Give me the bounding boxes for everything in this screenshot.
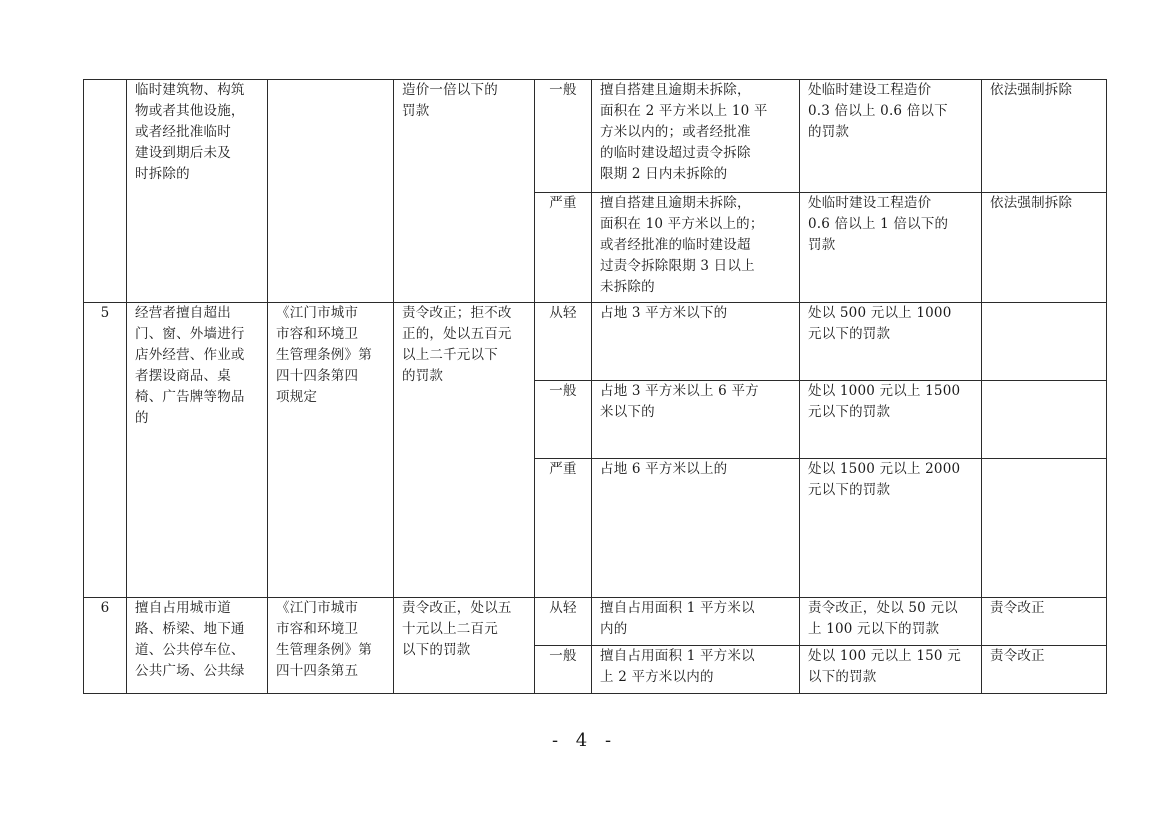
penalty-standard-cell: 责令改正，处以 50 元以 上 100 元以下的罚款 [800, 598, 982, 646]
item-number-cell: 5 [84, 303, 127, 598]
circumstance-cell: 占地 3 平方米以上 6 平方 米以下的 [592, 381, 800, 459]
statutory-penalty-cell: 责令改正，处以五 十元以上二百元 以下的罚款 [394, 598, 535, 694]
remark-cell: 责令改正 [982, 598, 1107, 646]
penalty-standard-cell: 处以 1500 元以上 2000 元以下的罚款 [800, 459, 982, 598]
legal-basis-cell: 《江门市城市 市容和环境卫 生管理条例》第 四十四条第五 [268, 598, 394, 694]
table-row [84, 303, 1107, 381]
severity-level-cell: 从轻 [535, 598, 592, 646]
remark-cell [982, 381, 1107, 459]
remark-cell: 依法强制拆除 [982, 193, 1107, 303]
severity-level-cell: 一般 [535, 646, 592, 694]
page-number: - 4 - [551, 730, 618, 751]
statutory-penalty-cell: 造价一倍以下的 罚款 [394, 80, 535, 303]
table-row [84, 598, 1107, 646]
circumstance-cell: 擅自搭建且逾期未拆除， 面积在 10 平方米以上的； 或者经批准的临时建设超 过责令拆除限期 3 日以上 未拆除的 [592, 193, 800, 303]
violation-behavior-cell: 擅自占用城市道 路、桥梁、地下通 道、公共停车位、 公共广场、公共绿 [127, 598, 268, 694]
circumstance-cell: 占地 6 平方米以上的 [592, 459, 800, 598]
violation-behavior-cell: 经营者擅自超出 门、窗、外墙进行 店外经营、作业或 者摆设商品、桌 椅、广告牌等物品 的 [127, 303, 268, 598]
severity-level-cell: 严重 [535, 459, 592, 598]
penalty-standard-cell: 处以 1000 元以上 1500 元以下的罚款 [800, 381, 982, 459]
penalty-standard-cell: 处临时建设工程造价 0.6 倍以上 1 倍以下的 罚款 [800, 193, 982, 303]
table-row [84, 80, 1107, 193]
item-number-cell: 6 [84, 598, 127, 694]
severity-level-cell: 从轻 [535, 303, 592, 381]
item-number-cell [84, 80, 127, 303]
remark-cell: 责令改正 [982, 646, 1107, 694]
remark-cell: 依法强制拆除 [982, 80, 1107, 193]
circumstance-cell: 擅自占用面积 1 平方米以 上 2 平方米以内的 [592, 646, 800, 694]
remark-cell [982, 303, 1107, 381]
severity-level-cell: 一般 [535, 80, 592, 193]
legal-basis-cell [268, 80, 394, 303]
statutory-penalty-cell: 责令改正；拒不改 正的，处以五百元 以上二千元以下 的罚款 [394, 303, 535, 598]
penalty-discretion-table [83, 79, 1107, 694]
penalty-standard-cell: 处以 500 元以上 1000 元以下的罚款 [800, 303, 982, 381]
violation-behavior-cell: 临时建筑物、构筑 物或者其他设施， 或者经批准临时 建设到期后未及 时拆除的 [127, 80, 268, 303]
penalty-standard-cell: 处以 100 元以上 150 元 以下的罚款 [800, 646, 982, 694]
legal-basis-cell: 《江门市城市 市容和环境卫 生管理条例》第 四十四条第四 项规定 [268, 303, 394, 598]
remark-cell [982, 459, 1107, 598]
penalty-standard-cell: 处临时建设工程造价 0.3 倍以上 0.6 倍以下 的罚款 [800, 80, 982, 193]
severity-level-cell: 严重 [535, 193, 592, 303]
severity-level-cell: 一般 [535, 381, 592, 459]
circumstance-cell: 擅自占用面积 1 平方米以 内的 [592, 598, 800, 646]
circumstance-cell: 占地 3 平方米以下的 [592, 303, 800, 381]
circumstance-cell: 擅自搭建且逾期未拆除， 面积在 2 平方米以上 10 平 方米以内的；或者经批准 的临时建设超过责令拆除 限期 2 日内未拆除的 [592, 80, 800, 193]
